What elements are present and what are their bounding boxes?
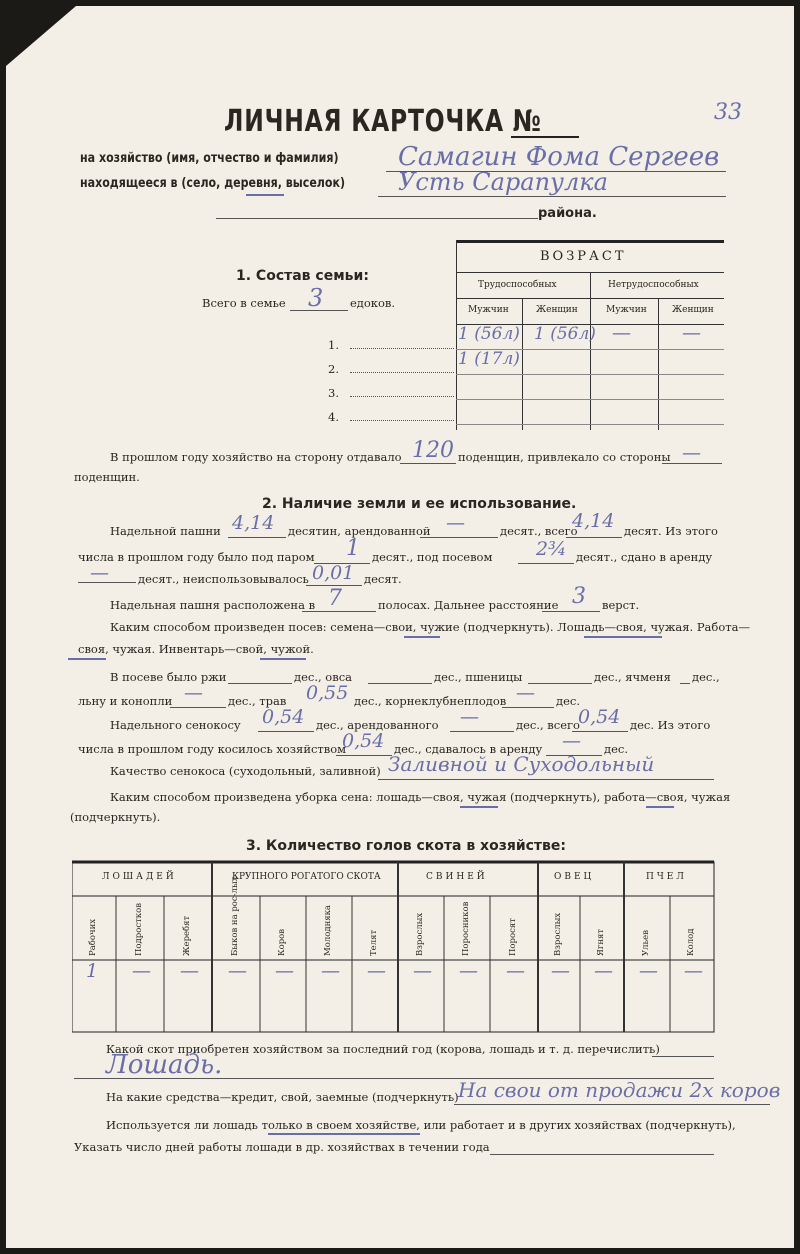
labor-text-1: В прошлом году хозяйство на сторону отдавало [110,450,402,464]
horse-days-question: Указать число дней работы лошади в др. хозяйствах в течении года [74,1140,490,1154]
hayfield-rented-label: дес., арендованного [316,718,439,732]
livestock-count: — [367,960,386,982]
horse-use-question: Используется ли лошадь только в своем хозяйстве, или работает и в других хозяйствах (подчеркнуть), [106,1118,736,1132]
livestock-count: — [594,960,613,982]
livestock-count: — [228,960,247,982]
roots-label: дес., корнеклубнеплодов [354,694,507,708]
barley-unit: дес., [692,670,720,684]
livestock-col-header: Молодняка [323,905,333,956]
hayfield-total-label: дес., всего [516,718,580,732]
family-total-suffix: едоков. [350,296,396,310]
group-unable: Нетрудоспособных [608,280,699,290]
age-r1-c1: 1 (56л) [458,324,520,344]
card-number-line [511,136,579,138]
age-col-1: Мужчин [468,305,509,315]
member-row-4: 4. [328,410,339,424]
mowed-label: числа в прошлом году косилось хозяйством [78,742,347,756]
hayfield-rented-value: — [460,706,479,728]
unused-value: 0,01 [312,562,355,584]
section2-heading: 2. Наличие земли и ее использование. [262,496,577,512]
arable-total-value: 4,14 [572,510,615,532]
leased-label: десят., сдано в аренду [576,550,713,564]
hay-method-text: Каким способом произведена уборка сена: лошадь—своя, чужая (подчеркнуть), работа—своя, чужая [110,790,731,804]
livestock-count: — [132,960,151,982]
age-col-3: Мужчин [606,305,647,315]
labor-text-2: поденщин, привлекало со стороны [458,450,671,464]
sowing-method-text: Каким способом произведен посев: семена—свои, чужие (подчеркнуть). Лошадь—своя, чужая. Работа— [110,620,750,634]
barley-label: дес., ячменя [594,670,671,684]
sown-label: десят., под посевом [372,550,493,564]
hay-leased-label: дес., сдавалось в аренду [394,742,543,756]
group-horses: ЛОШАДЕЙ [102,872,177,882]
leased-value: — [90,562,109,584]
roots-value: — [516,682,535,704]
grass-value: 0,55 [306,682,349,704]
age-col-2: Женщин [536,305,578,315]
hayfield-line-end: дес. Из этого [630,718,711,732]
livestock-count: — [551,960,570,982]
unused-unit: десят. [364,572,402,586]
age-r2-c1: 1 (17л) [458,349,520,369]
livestock-count: — [459,960,478,982]
livestock-count: — [506,960,525,982]
farm-value: Самагин Фома Сергеев [398,142,720,172]
livestock-col-header: Коров [277,928,287,956]
age-r1-c2: 1 (56л) [534,324,596,344]
wheat-label: дес., пшеницы [434,670,523,684]
section3-heading: 3. Количество голов скота в хозяйстве: [246,838,567,854]
hay-method-end: (подчеркнуть). [70,810,161,824]
livestock-count: — [180,960,199,982]
livestock-col-header: Ульев [641,930,651,956]
location-label: находящееся в (село, деревня, выселок) [80,176,346,191]
arable-rented-label: десятин, арендованной [288,524,431,538]
livestock-count: — [413,960,432,982]
labor-value-2: — [682,442,701,464]
member-row-3: 3. [328,386,339,400]
livestock-col-header: Взрослых [415,912,425,956]
page-number: 33 [714,100,742,125]
grass-label: дес., трав [228,694,287,708]
group-pigs: СВИНЕЙ [426,872,488,882]
location-value: Усть Сарапулка [398,168,608,196]
hayfield-allotted-value: 0,54 [262,706,305,728]
document-page [6,6,794,1248]
torn-corner [6,6,76,66]
group-able: Трудоспособных [478,280,557,290]
farm-label: на хозяйство (имя, отчество и фамилия) [80,151,339,166]
strips-value: 7 [328,586,342,611]
labor-value-1: 120 [412,438,454,463]
livestock-count: — [275,960,294,982]
fallow-label: числа в прошлом году было под паром [78,550,315,564]
unused-label: десят., неиспользовывалось [138,572,309,586]
age-table-title: ВОЗРАСТ [540,249,627,264]
arable-total-label: десят., всего [500,524,578,538]
sown-value: 2¾ [536,538,567,560]
mowed-value: 0,54 [342,730,385,752]
group-sheep: ОВЕЦ [554,872,595,882]
arable-allotted-value: 4,14 [232,512,275,534]
hay-quality-label: Качество сенокоса (суходольный, заливной) [110,764,381,778]
livestock-col-header: Колод [686,928,696,956]
livestock-col-header: Телят [369,929,379,956]
livestock-col-header: Быков на рос-лых [230,876,240,956]
distance-value: 3 [572,584,586,609]
card-title: ЛИЧНАЯ КАРТОЧКА № [224,104,542,139]
hay-leased-unit: дес. [604,742,628,756]
family-total-value: 3 [308,284,324,312]
family-total-label: Всего в семье [202,296,286,310]
group-cattle: КРУПНОГО РОГАТОГО СКОТА [232,872,381,882]
member-row-1: 1. [328,338,339,352]
livestock-col-header: Взрослых [553,912,563,956]
livestock-count: — [639,960,658,982]
strips-label: Надельная пашня расположена в [110,598,316,612]
rye-label: В посеве было ржи [110,670,227,684]
hayfield-total-value: 0,54 [578,706,621,728]
livestock-count: 1 [86,960,99,982]
arable-line-end: десят. Из этого [624,524,718,538]
arable-rented-value: — [446,512,465,534]
livestock-count: — [321,960,340,982]
age-r1-c4: — [682,322,701,344]
arable-label: Надельной пашни [110,524,221,538]
acquired-answer: Лошадь. [106,1050,223,1080]
flax-label: льну и конопли [78,694,173,708]
flax-value: — [184,682,203,704]
member-row-2: 2. [328,362,339,376]
group-bees: ПЧЕЛ [646,872,687,882]
livestock-col-header: Поросников [461,901,471,956]
work-inventory-text: своя, чужая. Инвентарь—свой, чужой. [78,642,314,656]
labor-text-3: поденщин. [74,470,140,484]
distance-label: полосах. Дальнее расстояние [378,598,559,612]
livestock-col-header: Ягнят [596,928,606,956]
hay-leased-value: — [562,730,581,752]
livestock-count: — [684,960,703,982]
livestock-col-header: Рабочих [88,918,98,956]
fallow-value: 1 [346,536,360,561]
section1-heading: 1. Состав семьи: [236,268,369,284]
oats-label: дес., овса [294,670,352,684]
acquired-question: Какой скот приобретен хозяйством за последний год (корова, лошадь и т. д. перечислить) [106,1042,660,1056]
age-r1-c3: — [612,322,631,344]
age-col-4: Женщин [672,305,714,315]
funds-question: На какие средства—кредит, свой, заемные (подчеркнуть) [106,1090,459,1104]
distance-unit: верст. [602,598,640,612]
hay-quality-value: Заливной и Суходольный [388,752,655,776]
livestock-col-header: Подростков [134,902,144,956]
livestock-table [72,860,716,1036]
roots-unit: дес. [556,694,580,708]
hayfield-label: Надельного сенокосу [110,718,241,732]
livestock-col-header: Поросят [508,918,518,956]
funds-answer: На свои от продажи 2х коров [458,1078,781,1102]
district-label: района. [538,206,597,221]
livestock-col-header: Жеребят [182,915,192,956]
